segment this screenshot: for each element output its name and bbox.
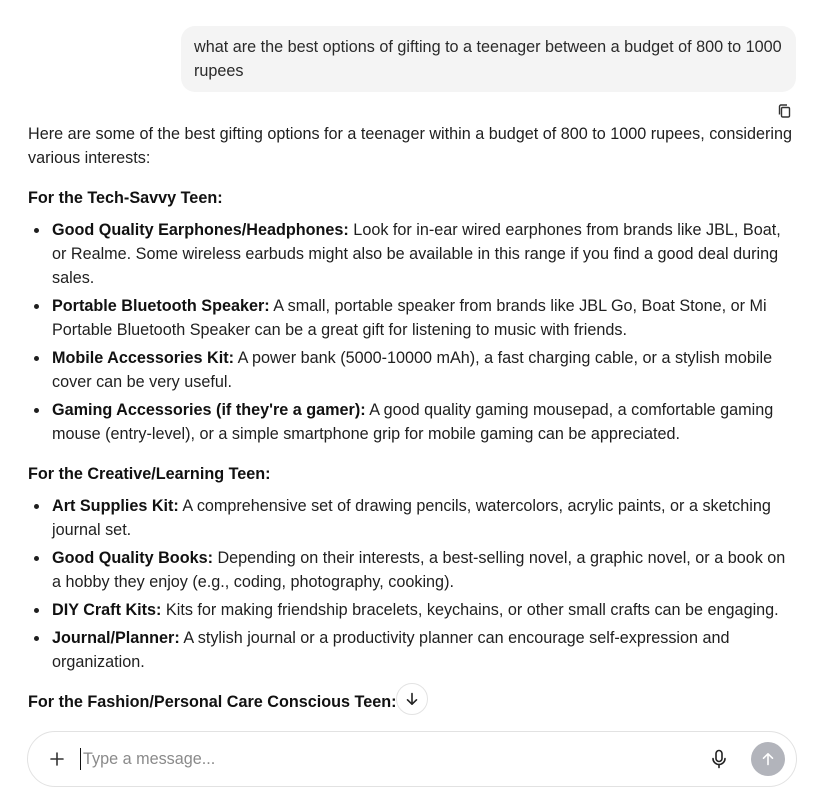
item-text: A good quality gaming mousepad, a comfortable gaming mouse (entry-level), or a simple smartphone grip for mobile gaming can be appreciated. [52,401,774,443]
item-title: Good Quality Books: [52,549,213,567]
assistant-intro: Here are some of the best gifting options for a teenager within a budget of 800 to 1000 rupees, considering various interests: [28,125,793,167]
user-message-bubble: what are the best options of gifting to a teenager between a budget of 800 to 1000 rupees [181,26,796,92]
list-item [28,598,795,622]
item-title: Art Supplies Kit: [52,497,179,515]
microphone-icon [711,749,727,769]
send-button[interactable] [751,742,785,776]
item-text: Depending on their interests, a best-selling novel, a graphic novel, or a book on a hobby they enjoy (e.g., coding, photography, cooking). [52,549,786,591]
item-text: Kits for making friendship bracelets, keychains, or other small crafts can be engaging. [161,601,779,619]
list-item [28,218,795,290]
section-list-creative [28,494,795,674]
item-title: Gaming Accessories (if they're a gamer): [52,401,366,419]
section-heading-creative: For the Creative/Learning Teen: [28,465,271,483]
copy-icon [776,103,792,119]
message-composer [27,731,797,787]
item-text: A comprehensive set of drawing pencils, watercolors, acrylic paints, or a sketching journal set. [52,497,771,539]
item-title: Mobile Accessories Kit: [52,349,235,367]
assistant-message [0,120,835,714]
list-item [28,494,795,542]
item-text: A small, portable speaker from brands like JBL Go, Boat Stone, or Mi Portable Bluetooth Speaker can be a great gift for listening to music with friends. [52,297,767,339]
list-item [28,346,795,394]
section-heading-tech: For the Tech-Savvy Teen: [28,189,223,207]
message-input[interactable] [80,748,709,770]
item-text: A power bank (5000-10000 mAh), a fast charging cable, or a stylish mobile cover can be very useful. [52,349,773,391]
item-text: A stylish journal or a productivity planner can encourage self-expression and organization. [52,629,730,671]
list-item [28,398,795,446]
list-item [28,546,795,594]
list-item [28,626,795,674]
user-message-row [0,0,835,92]
add-attachment-button[interactable] [47,749,67,769]
copy-button[interactable] [775,102,793,120]
item-title: Good Quality Earphones/Headphones: [52,221,349,239]
plus-icon [49,751,65,767]
scroll-to-bottom-button[interactable] [396,683,428,715]
list-item [28,294,795,342]
arrow-down-icon [404,691,420,707]
item-title: Portable Bluetooth Speaker: [52,297,270,315]
item-title: DIY Craft Kits: [52,601,162,619]
message-actions [0,92,835,120]
section-heading-fashion: For the Fashion/Personal Care Conscious Teen: [28,693,397,711]
item-text: Look for in-ear wired earphones from brands like JBL, Boat, or Realme. Some wireless earbuds might also be available in this range if you find a good deal during sales. [52,221,781,287]
arrow-up-icon [760,751,776,767]
voice-input-button[interactable] [709,748,729,770]
item-title: Journal/Planner: [52,629,180,647]
section-list-tech [28,218,795,446]
